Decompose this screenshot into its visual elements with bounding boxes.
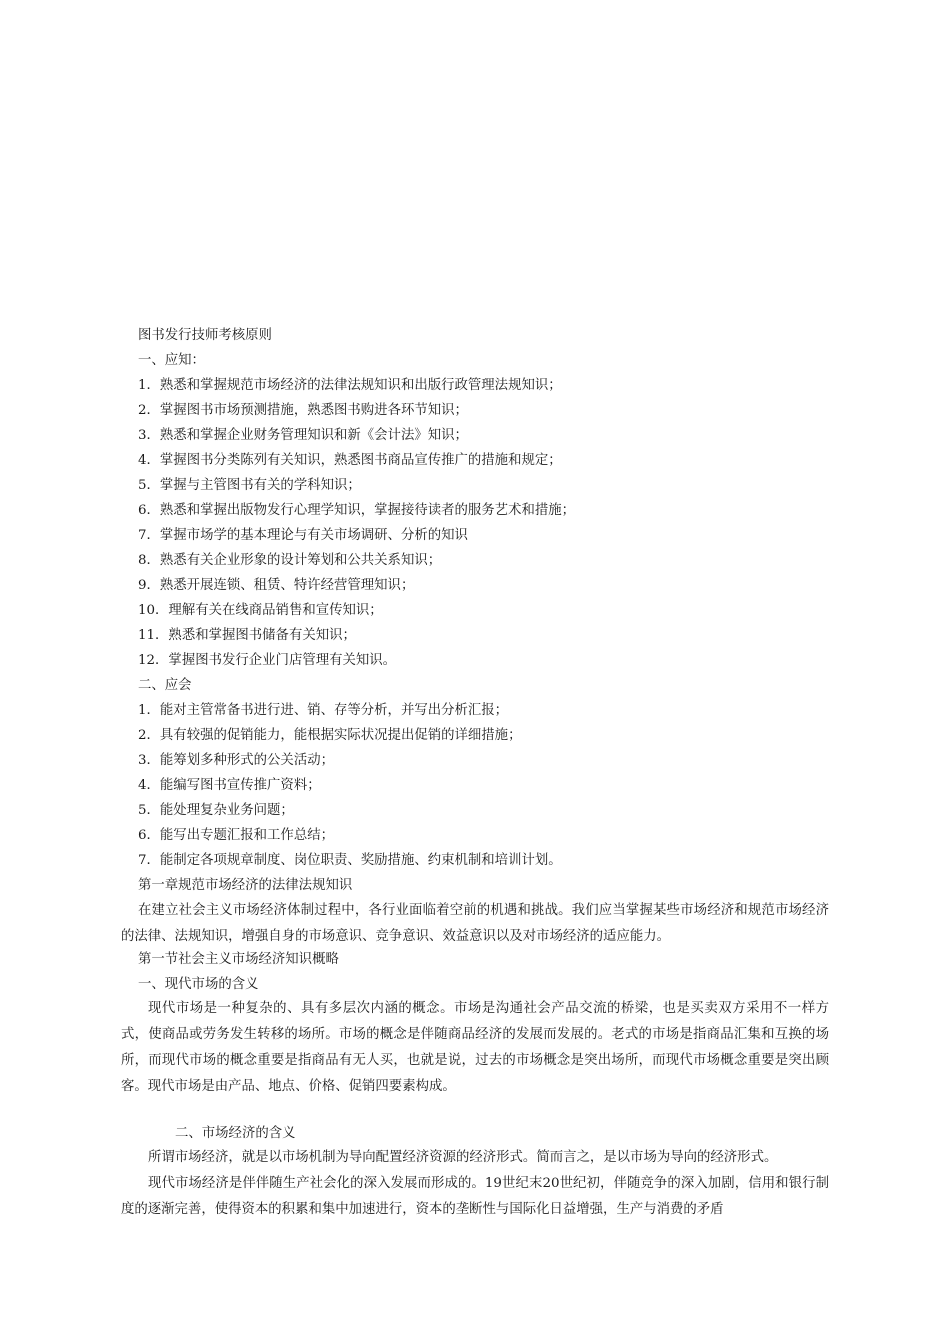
know-item: 2．掌握图书市场预测措施，熟悉图书购进各环节知识； <box>138 403 468 418</box>
know-item: 3．熟悉和掌握企业财务管理知识和新《会计法》知识； <box>138 428 468 443</box>
subsection-title: 一、现代市场的含义 <box>138 977 259 992</box>
know-item: 1．熟悉和掌握规范市场经济的法律法规知识和出版行政管理法规知识； <box>138 378 562 393</box>
can-item: 3．能筹划多种形式的公关活动； <box>138 753 334 768</box>
know-item: 4．掌握图书分类陈列有关知识，熟悉图书商品宣传推广的措施和规定； <box>138 453 562 468</box>
chapter-intro-paragraph: 在建立社会主义市场经济体制过程中，各行业面临着空前的机遇和挑战。我们应当掌握某些市场经济和规范市场经济的法律、法规知识，增强自身的市场意识、竞争意识、效益意识以及对市场经济的适应能力。 <box>121 903 829 944</box>
can-item: 6．能写出专题汇报和工作总结； <box>138 828 334 843</box>
know-item: 5．掌握与主管图书有关的学科知识； <box>138 478 361 493</box>
can-item: 5．能处理复杂业务问题； <box>138 803 294 818</box>
can-item: 7．能制定各项规章制度、岗位职责、奖励措施、约束机制和培训计划。 <box>138 853 562 868</box>
body-paragraph: 现代市场经济是伴伴随生产社会化的深入发展而形成的。19世纪末20世纪初，伴随竞争的深入加剧，信用和银行制度的逐渐完善，使得资本的积累和集中加速进行，资本的垄断性与国际化日益增强，生产与消费的矛盾 <box>121 1176 829 1217</box>
body-paragraph: 所谓市场经济，就是以市场机制为导向配置经济资源的经济形式。简而言之，是以市场为导向的经济形式。 <box>148 1150 778 1165</box>
know-item: 10．理解有关在线商品销售和宣传知识； <box>138 603 383 618</box>
section-heading-know: 一、应知： <box>138 353 205 368</box>
section-heading-can: 二、应会 <box>138 678 192 693</box>
know-item: 8．熟悉有关企业形象的设计筹划和公共关系知识； <box>138 553 442 568</box>
subsection-title: 二、市场经济的含义 <box>175 1126 296 1141</box>
know-item: 11．熟悉和掌握图书储备有关知识； <box>138 628 356 643</box>
know-item: 9．熟悉开展连锁、租赁、特许经营管理知识； <box>138 578 415 593</box>
know-item: 12．掌握图书发行企业门店管理有关知识。 <box>138 653 397 668</box>
know-item: 7．掌握市场学的基本理论与有关市场调研、分析的知识 <box>138 528 468 543</box>
document-title: 图书发行技师考核原则 <box>138 328 272 343</box>
can-item: 2．具有较强的促销能力，能根据实际状况提出促销的详细措施； <box>138 728 522 743</box>
can-item: 4．能编写图书宣传推广资料； <box>138 778 321 793</box>
section-title: 第一节社会主义市场经济知识概略 <box>138 952 339 967</box>
can-item: 1．能对主管常备书进行进、销、存等分析，并写出分析汇报； <box>138 703 509 718</box>
chapter-title: 第一章规范市场经济的法律法规知识 <box>138 878 353 893</box>
know-item: 6．熟悉和掌握出版物发行心理学知识，掌握接待读者的服务艺术和措施； <box>138 503 576 518</box>
body-paragraph: 现代市场是一种复杂的、具有多层次内涵的概念。市场是沟通社会产品交流的桥梁，也是买卖双方采用不一样方式，使商品或劳务发生转移的场所。市场的概念是伴随商品经济的发展而发展的。老式的市场是指商品汇集和互换的场所，而现代市场的概念重要是指商品有无人买，也就是说，过去的市场概念是突出场所，而现代市场概念重要是突出顾客。现代市场是由产品、地点、价格、促销四要素构成。 <box>121 1001 829 1094</box>
